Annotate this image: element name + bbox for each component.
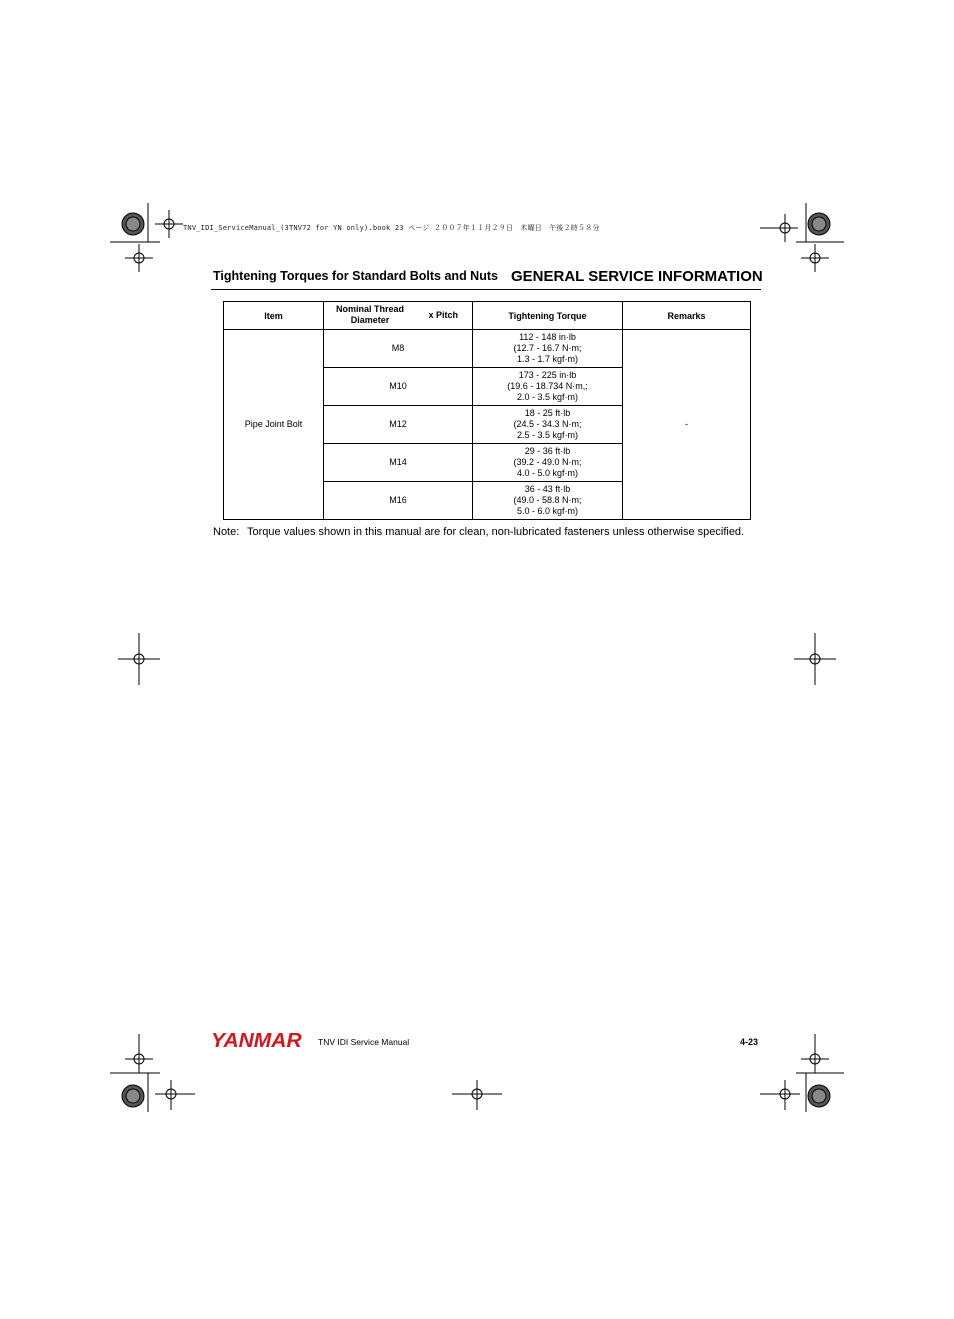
torque-line: 5.0 - 6.0 kgf·m) bbox=[516, 506, 579, 517]
yanmar-logo: YANMAR bbox=[211, 1030, 302, 1052]
header-pitch: x Pitch bbox=[428, 310, 458, 320]
table-header-row bbox=[224, 302, 751, 330]
torque-cell bbox=[473, 368, 623, 406]
torque-line: 1.3 - 1.7 kgf·m) bbox=[516, 354, 579, 365]
table-row bbox=[224, 330, 751, 368]
header-nominal-thread bbox=[324, 302, 473, 330]
size-cell: M8 bbox=[324, 330, 473, 368]
item-cell: Pipe Joint Bolt bbox=[224, 330, 324, 520]
header-item: Item bbox=[224, 302, 324, 330]
header-diameter: Diameter bbox=[350, 315, 390, 325]
size-cell: M16 bbox=[324, 482, 473, 520]
torque-line: (19.6 - 18.734 N·m,; bbox=[507, 380, 588, 391]
torque-line: (39.2 - 49.0 N·m; bbox=[513, 456, 582, 467]
torque-line: (12.7 - 16.7 N·m; bbox=[513, 342, 582, 353]
torque-cell bbox=[473, 444, 623, 482]
torque-line: (24.5 - 34.3 N·m; bbox=[513, 418, 582, 429]
header-rule bbox=[211, 289, 761, 290]
size-cell: M12 bbox=[324, 406, 473, 444]
header-remarks: Remarks bbox=[623, 302, 751, 330]
torque-line: 173 - 225 in·lb bbox=[518, 369, 577, 380]
torque-line: (49.0 - 58.8 N·m; bbox=[513, 494, 582, 505]
note-text: Torque values shown in this manual are for clean, non-lubricated fasteners unless otherwise specified. bbox=[247, 526, 745, 538]
torque-line: 112 - 148 in·lb bbox=[519, 331, 576, 342]
chapter-title: GENERAL SERVICE INFORMATION bbox=[511, 268, 763, 285]
torque-line: 2.5 - 3.5 kgf·m) bbox=[516, 430, 579, 441]
page-number: 4-23 bbox=[740, 1037, 759, 1047]
print-info-line: TNV_IDI_ServiceManual_(3TNV72 for YN only).book 23 ページ ２００７年１１月２９日 木曜日 午後２時５８分 bbox=[183, 224, 600, 232]
torque-line: 29 - 36 ft·lb bbox=[524, 445, 571, 456]
torque-table bbox=[223, 301, 751, 520]
header-torque: Tightening Torque bbox=[473, 302, 623, 330]
size-cell: M10 bbox=[324, 368, 473, 406]
torque-cell bbox=[473, 482, 623, 520]
remarks-cell: - bbox=[623, 330, 751, 520]
torque-line: 36 - 43 ft·lb bbox=[524, 483, 571, 494]
manual-name: TNV IDI Service Manual bbox=[318, 1037, 410, 1047]
section-title: Tightening Torques for Standard Bolts and Nuts bbox=[213, 269, 498, 283]
note-label: Note: bbox=[213, 526, 240, 538]
torque-line: 2.0 - 3.5 kgf·m) bbox=[516, 392, 579, 403]
header-nominal-thread-label bbox=[330, 304, 410, 326]
size-cell: M14 bbox=[324, 444, 473, 482]
torque-line: 18 - 25 ft·lb bbox=[524, 407, 571, 418]
header-nominal-thread-line1: Nominal Thread bbox=[335, 304, 404, 314]
torque-line: 4.0 - 5.0 kgf·m) bbox=[516, 468, 579, 479]
torque-cell bbox=[473, 330, 623, 368]
torque-cell bbox=[473, 406, 623, 444]
